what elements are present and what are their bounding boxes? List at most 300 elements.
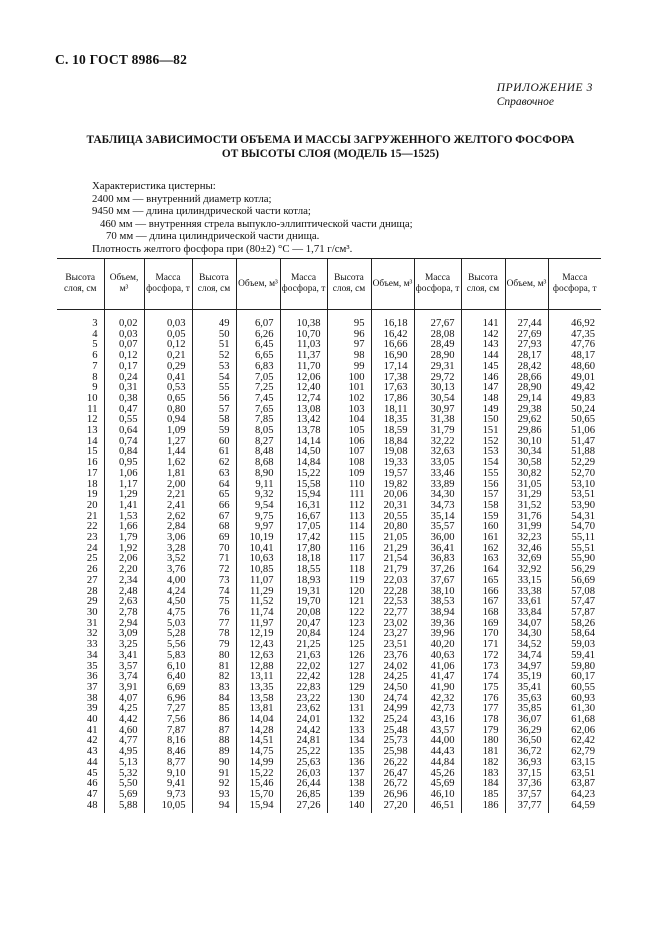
table-cell: 12,06 (280, 373, 327, 384)
table-cell: 177 (461, 704, 505, 715)
table-cell: 12,40 (280, 383, 327, 394)
table-cell: 119 (327, 576, 371, 587)
table-cell: 0,31 (104, 383, 144, 394)
table-cell: 10,41 (236, 544, 280, 555)
table-cell: 144 (461, 351, 505, 362)
table-cell: 25,63 (280, 758, 327, 769)
table-cell: 55 (192, 383, 236, 394)
table-cell: 8,77 (144, 758, 192, 769)
table-cell: 57,08 (548, 587, 601, 598)
table-cell: 97 (327, 340, 371, 351)
table-cell: 12,43 (236, 640, 280, 651)
table-cell: 34,52 (505, 640, 548, 651)
table-cell: 53,10 (548, 480, 601, 491)
table-cell: 55,51 (548, 544, 601, 555)
table-cell: 5,50 (104, 779, 144, 790)
table-cell: 19,08 (371, 447, 414, 458)
table-cell: 146 (461, 373, 505, 384)
table-cell: 103 (327, 405, 371, 416)
table-cell: 51 (192, 340, 236, 351)
table-cell: 58 (192, 415, 236, 426)
table-cell: 64 (192, 480, 236, 491)
table-cell: 178 (461, 715, 505, 726)
table-cell: 3,41 (104, 651, 144, 662)
table-cell: 57,47 (548, 597, 601, 608)
table-cell: 46 (86, 778, 98, 790)
table-cell: 0,03 (104, 330, 144, 341)
table-cell: 20,31 (371, 501, 414, 512)
table-cell: 22,77 (371, 608, 414, 619)
table-cell: 39,96 (414, 629, 461, 640)
table-cell: 24,99 (371, 704, 414, 715)
table-cell: 31,79 (414, 426, 461, 437)
table-cell: 34,97 (505, 662, 548, 673)
table-cell: 74 (192, 587, 236, 598)
table-cell: 9 (92, 382, 98, 394)
table-cell: 24,01 (280, 715, 327, 726)
header-volume: Объем, м³ (505, 259, 548, 310)
table-cell: 11,29 (236, 587, 280, 598)
table-cell: 79 (192, 640, 236, 651)
table-cell: 35,85 (505, 704, 548, 715)
table-cell: 38,94 (414, 608, 461, 619)
page-header: С. 10 ГОСТ 8986—82 (55, 52, 188, 67)
table-row (57, 651, 601, 662)
table-cell: 37,67 (414, 576, 461, 587)
table-cell: 18 (86, 478, 98, 490)
table-cell: 16,67 (280, 512, 327, 523)
table-cell: 49,42 (548, 383, 601, 394)
table-cell: 179 (461, 726, 505, 737)
tank-characteristics (92, 180, 413, 256)
table-cell: 173 (461, 662, 505, 673)
table-row (57, 469, 601, 480)
appendix-type: Справочное (496, 96, 554, 108)
table-cell: 33,38 (505, 587, 548, 598)
table-cell: 17,80 (280, 544, 327, 555)
table-cell: 31,52 (505, 501, 548, 512)
title-line-1: ТАБЛИЦА ЗАВИСИМОСТИ ОБЪЕМА И МАССЫ ЗАГРУЖЕННОГО ЖЕЛТОГО ФОСФОРА (86, 134, 575, 146)
table-cell: 13,08 (280, 405, 327, 416)
table-cell: 7,45 (236, 394, 280, 405)
table-row (57, 683, 601, 694)
table-cell: 57,87 (548, 608, 601, 619)
table-cell: 26,22 (371, 758, 414, 769)
table-cell: 5,03 (144, 619, 192, 630)
table-cell: 28 (86, 585, 98, 597)
table-cell: 0,12 (144, 340, 192, 351)
table-cell: 56 (192, 394, 236, 405)
table-cell: 168 (461, 608, 505, 619)
table-cell: 5,32 (104, 769, 144, 780)
table-cell: 109 (327, 469, 371, 480)
table-cell: 9,41 (144, 779, 192, 790)
table-cell: 5 (92, 339, 98, 351)
table-cell: 4,95 (104, 747, 144, 758)
header-volume: Объем, м³ (371, 259, 414, 310)
table-cell: 41 (86, 724, 98, 736)
table-cell: 31,29 (505, 490, 548, 501)
table-cell: 95 (327, 319, 371, 330)
table-cell: 33,61 (505, 597, 548, 608)
table-cell: 24 (86, 542, 98, 554)
table-cell: 80 (192, 651, 236, 662)
table-cell: 5,13 (104, 758, 144, 769)
table-cell: 30,10 (505, 437, 548, 448)
table-cell: 51,88 (548, 447, 601, 458)
table-cell: 15,70 (236, 790, 280, 801)
table-cell: 12,88 (236, 662, 280, 673)
table-cell: 183 (461, 769, 505, 780)
table-cell: 73 (192, 576, 236, 587)
table-cell: 45 (86, 767, 98, 779)
table-cell: 22,42 (280, 672, 327, 683)
table-cell: 72 (192, 565, 236, 576)
table-cell: 22,83 (280, 683, 327, 694)
table-cell: 62 (192, 458, 236, 469)
table-cell: 100 (327, 373, 371, 384)
table-cell: 13,81 (236, 704, 280, 715)
table-cell: 26,72 (371, 779, 414, 790)
table-cell: 77 (192, 619, 236, 630)
table-cell: 39 (86, 703, 98, 715)
table-cell: 15,58 (280, 480, 327, 491)
table-cell: 12 (86, 414, 98, 426)
table-cell: 12,63 (236, 651, 280, 662)
table-cell: 135 (327, 747, 371, 758)
table-cell: 13,11 (236, 672, 280, 683)
table-cell: 9,32 (236, 490, 280, 501)
table-cell: 149 (461, 405, 505, 416)
table-cell: 162 (461, 544, 505, 555)
table-cell: 33,05 (414, 458, 461, 469)
table-cell: 3,52 (144, 554, 192, 565)
table-cell: 3,09 (104, 629, 144, 640)
table-cell: 185 (461, 790, 505, 801)
table-cell: 4,60 (104, 726, 144, 737)
table-cell: 1,17 (104, 480, 144, 491)
table-cell: 104 (327, 415, 371, 426)
table-cell: 0,53 (144, 383, 192, 394)
table-cell: 49,83 (548, 394, 601, 405)
table-cell: 45,69 (414, 779, 461, 790)
table-cell: 157 (461, 490, 505, 501)
table-cell: 6,83 (236, 362, 280, 373)
table-cell: 117 (327, 554, 371, 565)
table-cell: 62,79 (548, 747, 601, 758)
table-cell: 84 (192, 694, 236, 705)
table-cell: 31 (86, 617, 98, 629)
table-cell: 36,93 (505, 758, 548, 769)
table-cell: 13,42 (280, 415, 327, 426)
table-cell: 1,29 (104, 490, 144, 501)
table-cell: 61 (192, 447, 236, 458)
table-cell: 67 (192, 512, 236, 523)
table-cell: 175 (461, 683, 505, 694)
table-cell: 21,63 (280, 651, 327, 662)
table-cell: 16,42 (371, 330, 414, 341)
table-cell: 36,50 (505, 736, 548, 747)
table-cell: 14,75 (236, 747, 280, 758)
table-cell: 123 (327, 619, 371, 630)
table-cell: 17,05 (280, 522, 327, 533)
table-cell: 19 (86, 489, 98, 501)
table-cell: 158 (461, 501, 505, 512)
table-cell: 76 (192, 608, 236, 619)
table-cell: 86 (192, 715, 236, 726)
table-cell: 17,38 (371, 373, 414, 384)
table-cell: 12,19 (236, 629, 280, 640)
characteristics-heading: Характеристика цистерны: (92, 180, 216, 192)
table-cell: 71 (192, 554, 236, 565)
table-cell: 0,07 (104, 340, 144, 351)
table-cell: 0,65 (144, 394, 192, 405)
table-cell: 2,62 (144, 512, 192, 523)
table-cell: 99 (327, 362, 371, 373)
table-cell: 0,64 (104, 426, 144, 437)
table-cell: 6,40 (144, 672, 192, 683)
table-cell: 19,57 (371, 469, 414, 480)
table-cell: 161 (461, 533, 505, 544)
table-cell: 167 (461, 597, 505, 608)
table-cell: 3,91 (104, 683, 144, 694)
table-cell: 24,42 (280, 726, 327, 737)
table-cell: 31,05 (505, 480, 548, 491)
table-cell: 159 (461, 512, 505, 523)
table-cell: 27,20 (371, 801, 414, 814)
table-cell: 60 (192, 437, 236, 448)
appendix-label (497, 81, 593, 109)
table-cell: 50,65 (548, 415, 601, 426)
table-cell: 101 (327, 383, 371, 394)
table-cell: 8,90 (236, 469, 280, 480)
table-cell: 14,50 (280, 447, 327, 458)
table-cell: 141 (461, 319, 505, 330)
table-cell: 38 (86, 692, 98, 704)
table-cell: 36,29 (505, 726, 548, 737)
table-cell: 4,77 (104, 736, 144, 747)
table-cell: 147 (461, 383, 505, 394)
table-cell: 18,18 (280, 554, 327, 565)
table-cell: 50,24 (548, 405, 601, 416)
table-cell: 44,00 (414, 736, 461, 747)
table-cell: 8,48 (236, 447, 280, 458)
table-cell: 23,22 (280, 694, 327, 705)
table-cell: 75 (192, 597, 236, 608)
table-cell: 26,44 (280, 779, 327, 790)
table-cell: 4 (92, 328, 98, 340)
table-cell: 138 (327, 779, 371, 790)
table-cell: 37,77 (505, 801, 548, 814)
table-cell: 13,78 (280, 426, 327, 437)
table-cell: 41,90 (414, 683, 461, 694)
table-cell: 1,41 (104, 501, 144, 512)
table-cell: 33,84 (505, 608, 548, 619)
table-cell: 27,69 (505, 330, 548, 341)
table-cell: 54,70 (548, 522, 601, 533)
table-cell: 30,13 (414, 383, 461, 394)
table-cell: 0,03 (144, 319, 192, 330)
table-cell: 11,37 (280, 351, 327, 362)
header-height: Высота слоя, см (327, 259, 371, 310)
table-cell: 180 (461, 736, 505, 747)
table-cell: 11,74 (236, 608, 280, 619)
table-cell: 60,55 (548, 683, 601, 694)
table-cell: 133 (327, 726, 371, 737)
table-cell: 165 (461, 576, 505, 587)
table-cell: 37,15 (505, 769, 548, 780)
table-cell: 70 (192, 544, 236, 555)
table-cell: 2,21 (144, 490, 192, 501)
table-cell: 37,26 (414, 565, 461, 576)
table-cell: 128 (327, 672, 371, 683)
table-cell: 3,57 (104, 662, 144, 673)
table-cell: 42,32 (414, 694, 461, 705)
table-cell: 26 (86, 564, 98, 576)
table-row (57, 362, 601, 373)
table-cell: 2,63 (104, 597, 144, 608)
table-cell: 98 (327, 351, 371, 362)
table-cell: 130 (327, 694, 371, 705)
table-cell: 1,79 (104, 533, 144, 544)
table-cell: 56,29 (548, 565, 601, 576)
table-cell: 44,84 (414, 758, 461, 769)
table-cell: 126 (327, 651, 371, 662)
table-cell: 56,69 (548, 576, 601, 587)
table-cell: 34,30 (505, 629, 548, 640)
table-cell: 3,74 (104, 672, 144, 683)
table-cell: 89 (192, 747, 236, 758)
table-cell: 14,04 (236, 715, 280, 726)
table-cell: 35,41 (505, 683, 548, 694)
table-cell: 148 (461, 394, 505, 405)
table-cell: 124 (327, 629, 371, 640)
table-cell: 1,06 (104, 469, 144, 480)
table-cell: 19,70 (280, 597, 327, 608)
table-cell: 132 (327, 715, 371, 726)
table-cell: 87 (192, 726, 236, 737)
table-cell: 9,73 (144, 790, 192, 801)
table-cell: 63 (192, 469, 236, 480)
table-cell: 31,38 (414, 415, 461, 426)
table-cell: 3,06 (144, 533, 192, 544)
table-cell: 35,14 (414, 512, 461, 523)
table-cell: 0,47 (104, 405, 144, 416)
table-cell: 0,41 (144, 373, 192, 384)
table-cell: 166 (461, 587, 505, 598)
table-cell: 43,16 (414, 715, 461, 726)
table-cell: 21,54 (371, 554, 414, 565)
table-cell: 54,31 (548, 512, 601, 523)
table-cell: 11,52 (236, 597, 280, 608)
table-cell: 7,65 (236, 405, 280, 416)
table-cell: 59,03 (548, 640, 601, 651)
table-cell: 11,97 (236, 619, 280, 630)
table-cell: 23,62 (280, 704, 327, 715)
table-cell: 27,26 (280, 801, 327, 814)
table-cell: 44,43 (414, 747, 461, 758)
table-cell: 115 (327, 533, 371, 544)
density-line: Плотность желтого фосфора при (80±2) °С — 1,71 г/см³. (92, 242, 353, 255)
table-cell: 13,35 (236, 683, 280, 694)
table-cell: 53 (192, 362, 236, 373)
table-cell: 172 (461, 651, 505, 662)
table-cell: 52,70 (548, 469, 601, 480)
table-cell: 8 (92, 371, 98, 383)
table-cell: 26,96 (371, 790, 414, 801)
table-cell: 0,38 (104, 394, 144, 405)
table-cell: 0,55 (104, 415, 144, 426)
table-cell: 38,10 (414, 587, 461, 598)
table-cell: 8,68 (236, 458, 280, 469)
table-cell: 181 (461, 747, 505, 758)
table-cell: 27,67 (414, 319, 461, 330)
table-cell: 14,14 (280, 437, 327, 448)
table-cell: 37,36 (505, 779, 548, 790)
table-cell: 47,35 (548, 330, 601, 341)
table-cell: 15,94 (280, 490, 327, 501)
table-cell: 19,82 (371, 480, 414, 491)
table-cell: 143 (461, 340, 505, 351)
table-cell: 3,25 (104, 640, 144, 651)
table-cell: 139 (327, 790, 371, 801)
table-cell: 63,51 (548, 769, 601, 780)
table-cell: 58,26 (548, 619, 601, 630)
table-cell: 36 (86, 671, 98, 683)
table-cell: 42,73 (414, 704, 461, 715)
table-cell: 35,19 (505, 672, 548, 683)
table-cell: 6,45 (236, 340, 280, 351)
table-cell: 129 (327, 683, 371, 694)
table-cell: 22,02 (280, 662, 327, 673)
table-cell: 52 (192, 351, 236, 362)
table-cell: 25 (86, 553, 98, 565)
table-cell: 10,05 (144, 801, 192, 814)
table-cell: 151 (461, 426, 505, 437)
table-cell: 17,14 (371, 362, 414, 373)
table-cell: 0,17 (104, 362, 144, 373)
table-cell: 13,58 (236, 694, 280, 705)
table-cell: 13 (86, 425, 98, 437)
table-cell: 10,19 (236, 533, 280, 544)
table-cell: 156 (461, 480, 505, 491)
table-cell: 32,69 (505, 554, 548, 565)
table-cell: 0,29 (144, 362, 192, 373)
table-row (57, 758, 601, 769)
table-cell: 32,46 (505, 544, 548, 555)
table-cell: 9,54 (236, 501, 280, 512)
table-cell: 23 (86, 532, 98, 544)
table-cell: 24,02 (371, 662, 414, 673)
table-cell: 19,33 (371, 458, 414, 469)
table-cell: 69 (192, 533, 236, 544)
table-cell: 53,90 (548, 501, 601, 512)
table-cell: 64,23 (548, 790, 601, 801)
table-cell: 29,31 (414, 362, 461, 373)
table-cell: 46,92 (548, 319, 601, 330)
table-cell: 30,54 (414, 394, 461, 405)
table-cell: 169 (461, 619, 505, 630)
table-cell: 9,10 (144, 769, 192, 780)
table-cell: 43,57 (414, 726, 461, 737)
table-header-row (57, 259, 601, 310)
table-cell: 19,31 (280, 587, 327, 598)
table-cell: 108 (327, 458, 371, 469)
table-cell: 35 (86, 660, 98, 672)
table-cell: 21,79 (371, 565, 414, 576)
table-cell: 15,22 (236, 769, 280, 780)
table-cell: 15,22 (280, 469, 327, 480)
